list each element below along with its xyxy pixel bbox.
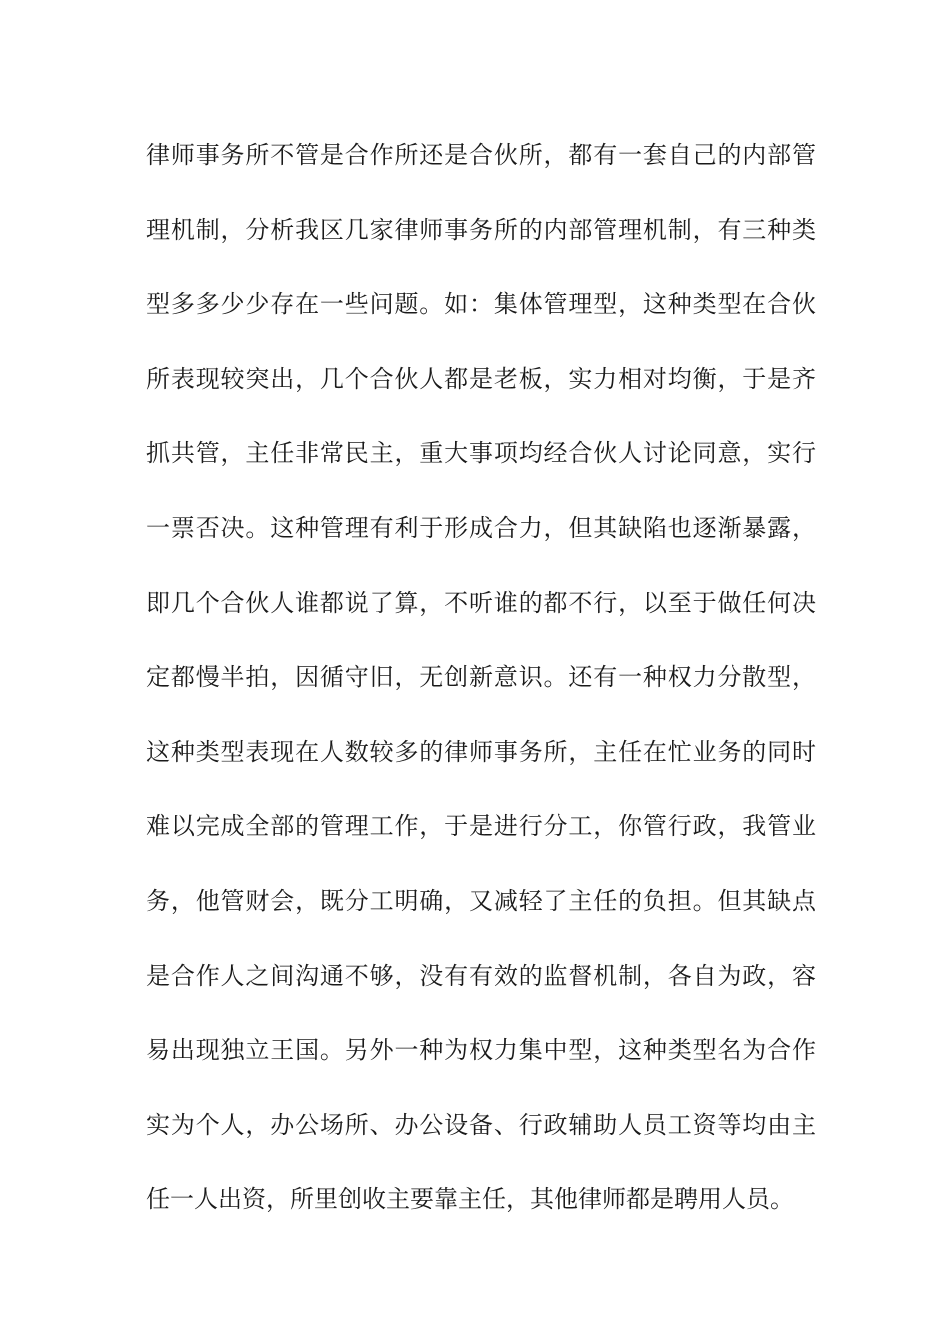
paragraph-line: 律师事务所不管是合作所还是合伙所，都有一套自己的内部管 (146, 141, 816, 169)
paragraph-line: 是合作人之间沟通不够，没有有效的监督机制，各自为政，容 (146, 961, 816, 990)
paragraph-line: 型多多少少存在一些问题。如：集体管理型，这种类型在合伙 (146, 290, 816, 319)
paragraph-line: 理机制，分析我区几家律师事务所的内部管理机制，有三种类 (146, 215, 816, 244)
paragraph-line: 易出现独立王国。另外一种为权力集中型，这种类型名为合作 (146, 1036, 816, 1065)
paragraph-line: 所表现较突出，几个合伙人都是老板，实力相对均衡，于是齐 (146, 364, 816, 393)
paragraph-line: 任一人出资，所里创收主要靠主任，其他律师都是聘用人员。 (146, 1185, 794, 1214)
paragraph-line: 这种类型表现在人数较多的律师事务所，主任在忙业务的同时 (146, 737, 816, 766)
paragraph-line: 难以完成全部的管理工作，于是进行分工，你管行政，我管业 (146, 812, 816, 841)
paragraph-line: 即几个合伙人谁都说了算，不听谁的都不行，以至于做任何决 (146, 588, 816, 617)
paragraph-line: 抓共管，主任非常民主，重大事项均经合伙人讨论同意，实行 (146, 439, 816, 468)
paragraph-line: 定都慢半拍，因循守旧，无创新意识。还有一种权力分散型， (146, 663, 816, 692)
paragraph-line: 一票否决。这种管理有利于形成合力，但其缺陷也逐渐暴露， (146, 513, 816, 542)
body-paragraph (146, 133, 816, 1252)
paragraph-line: 务，他管财会，既分工明确，又减轻了主任的负担。但其缺点 (146, 886, 816, 915)
paragraph-line: 实为个人，办公场所、办公设备、行政辅助人员工资等均由主 (146, 1110, 816, 1139)
